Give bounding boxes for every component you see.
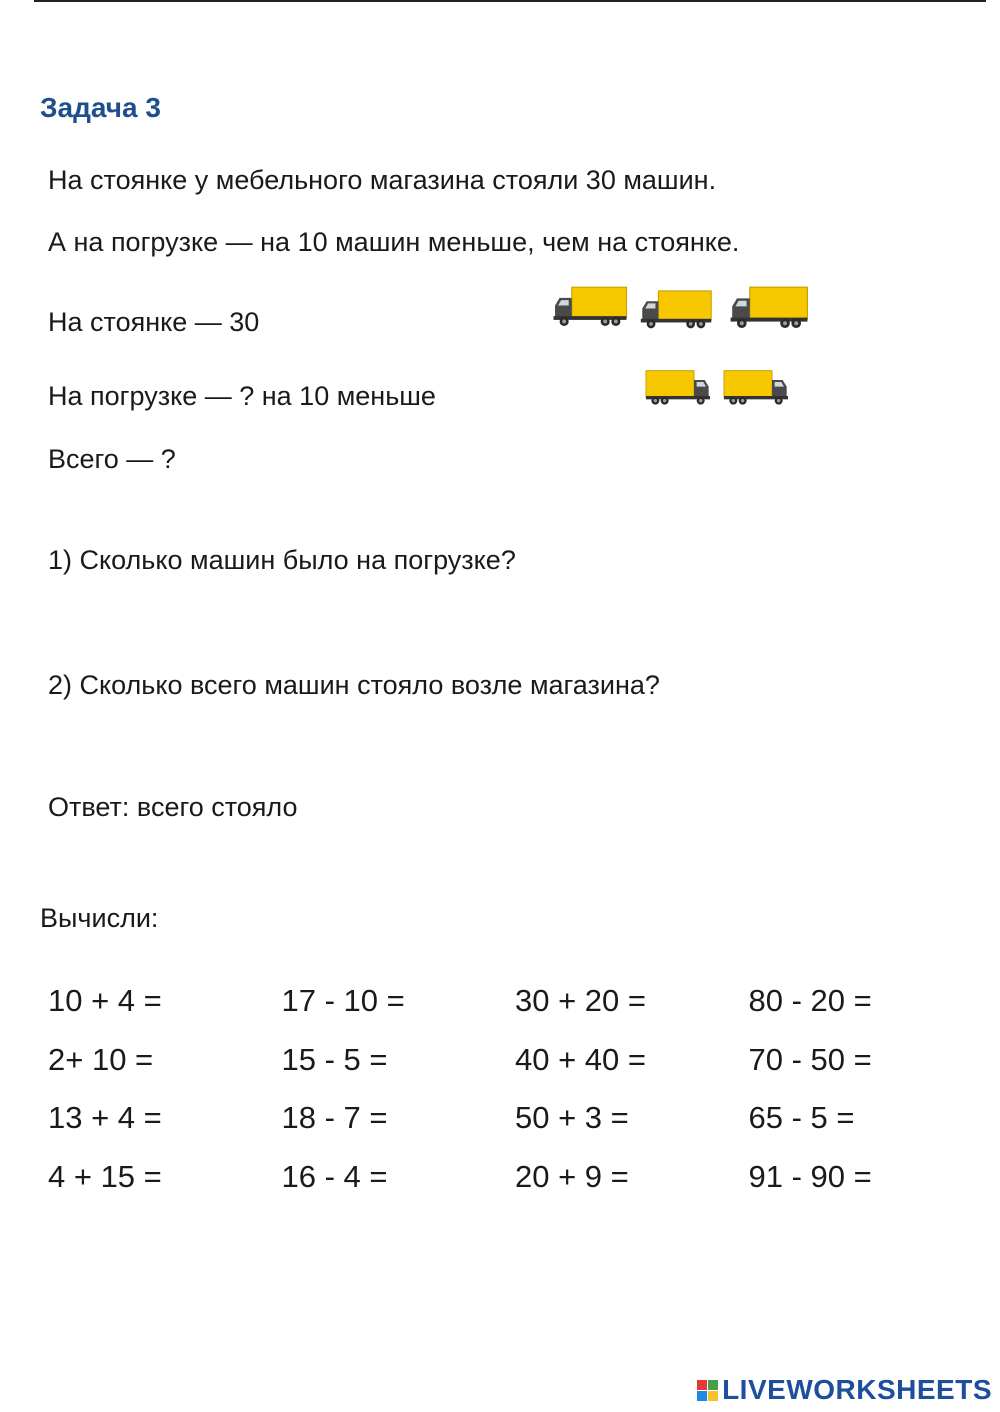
logo-text: LIVEWORKSHEETS [722,1374,992,1405]
liveworksheets-logo [697,1374,992,1406]
parking-trucks-illustration [552,282,820,332]
calc-expression: 2+ 10 = [48,1041,154,1077]
summary-total: Всего — ? [48,444,176,474]
logo-block [708,1391,718,1401]
calc-expression: 91 - 90 = [748,1158,872,1194]
logo-block [697,1391,707,1401]
task-title: Задача 3 [40,92,161,123]
summary-loading: На погрузке — ? на 10 меньше [48,381,436,411]
calc-expression: 70 - 50 = [748,1041,872,1077]
answer-line: Ответ: всего стояло [48,792,298,822]
calc-expression: 65 - 5 = [748,1100,855,1136]
calc-heading: Вычисли: [40,903,159,933]
calc-expression: 17 - 10 = [281,983,405,1019]
task-text-line-1: На стоянке у мебельного магазина стояли 30 машин. [48,165,717,195]
calc-expression: 40 + 40 = [515,1041,647,1077]
summary-parking: На стоянке — 30 [48,307,260,337]
task-text-line-2: А на погрузке — на 10 машин меньше, чем на стоянке. [48,227,740,257]
calc-expression: 20 + 9 = [515,1158,629,1194]
truck-icon [722,368,790,408]
calc-grid [48,972,988,1206]
loading-trucks-illustration [644,368,800,408]
calc-row [48,1148,988,1207]
question-1: 1) Сколько машин было на погрузке? [48,545,516,575]
calc-expression: 4 + 15 = [48,1158,162,1194]
calc-expression: 18 - 7 = [281,1100,388,1136]
calc-row [48,1031,988,1090]
calc-expression: 15 - 5 = [281,1041,388,1077]
calc-expression: 80 - 20 = [748,983,872,1019]
calc-row [48,972,988,1031]
logo-blocks-icon [697,1380,718,1401]
calc-expression: 10 + 4 = [48,983,162,1019]
calc-expression: 30 + 20 = [515,983,647,1019]
calc-expression: 16 - 4 = [281,1158,388,1194]
question-2: 2) Сколько всего машин стояло возле магазина? [48,670,660,700]
truck-icon [644,368,712,408]
calc-row [48,1089,988,1148]
truck-icon [552,282,628,332]
truck-icon [634,288,718,332]
logo-block [708,1380,718,1390]
logo-block [697,1380,707,1390]
truck-icon [724,284,814,332]
top-rule [34,0,986,2]
calc-expression: 50 + 3 = [515,1100,629,1136]
calc-expression: 13 + 4 = [48,1100,162,1136]
